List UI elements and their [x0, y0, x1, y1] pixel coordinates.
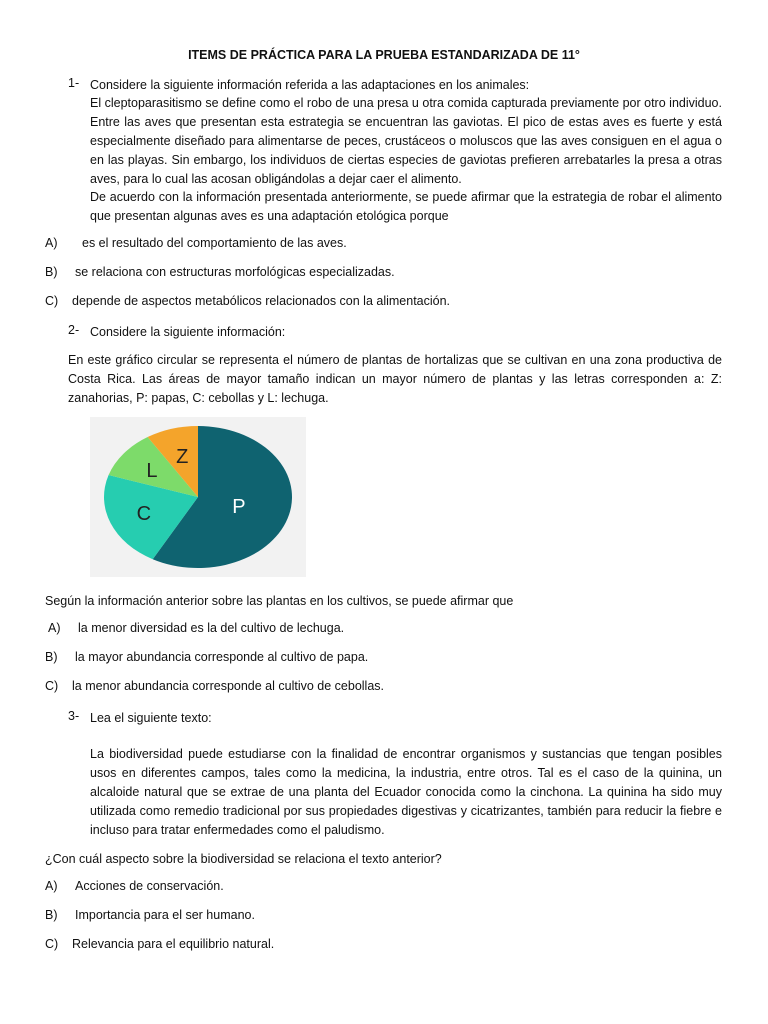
question-1-number: 1- — [68, 76, 80, 90]
question-3-body: La biodiversidad puede estudiarse con la finalidad de encontrar organismos y sustancias que tengan posibles usos en diferentes campos, tales como la medicina, la industria, entre otros. Tal es el caso de la quinina, un alcaloide natural que se extrae de una planta del Ecuador conocida como la cinchona. La quinina ha sido muy utilizada como remedio tradicional por sus propiedades digestivas y cicatrizantes, también para reducir la fiebre e incluso para tratar enfermedades como el paludismo. — [90, 747, 722, 837]
question-2-number: 2- — [68, 323, 80, 337]
pie-chart — [90, 417, 306, 577]
q1-option-c-letter: C) — [45, 294, 59, 308]
q1-option-b-text: se relaciona con estructuras morfológicas especializadas. — [75, 265, 395, 279]
q3-option-b-text: Importancia para el ser humano. — [75, 908, 255, 922]
pie-label-p: P — [232, 495, 246, 518]
q2-option-c-text: la menor abundancia corresponde al cultivo de cebollas. — [72, 679, 384, 693]
question-3-question: ¿Con cuál aspecto sobre la biodiversidad se relaciona el texto anterior? — [45, 852, 442, 866]
question-1-intro: Considere la siguiente información referida a las adaptaciones en los animales: — [90, 78, 530, 92]
q3-option-a-letter: A) — [45, 879, 58, 893]
q1-option-c-text: depende de aspectos metabólicos relacionados con la alimentación. — [72, 294, 451, 308]
question-3-number: 3- — [68, 709, 80, 723]
q3-option-c-letter: C) — [45, 937, 59, 951]
document-title: ITEMS DE PRÁCTICA PARA LA PRUEBA ESTANDARIZADA DE 11° — [188, 48, 580, 62]
q3-option-a-text: Acciones de conservación. — [75, 879, 224, 893]
pie-label-c: C — [136, 503, 152, 526]
question-2-intro: Considere la siguiente información: — [90, 325, 286, 339]
q1-option-b-letter: B) — [45, 265, 58, 279]
pie-label-z: Z — [176, 446, 189, 469]
q1-option-a-letter: A) — [45, 236, 58, 250]
q3-option-c-text: Relevancia para el equilibrio natural. — [72, 937, 275, 951]
q2-option-a-letter: A) — [48, 621, 61, 635]
q2-option-b-text: la mayor abundancia corresponde al cultivo de papa. — [75, 650, 369, 664]
question-3-intro: Lea el siguiente texto: — [90, 711, 212, 725]
q1-option-a-text: es el resultado del comportamiento de las aves. — [82, 236, 347, 250]
question-1-question: De acuerdo con la información presentada anteriormente, se puede afirmar que la estrategia de robar el alimento que presentan algunas aves es una adaptación etológica porque — [90, 190, 722, 223]
question-2-body: En este gráfico circular se representa el número de plantas de hortalizas que se cultivan en una zona productiva de Costa Rica. Las áreas de mayor tamaño indican un mayor número de plantas y las letras corresponden a: Z: zanahorias, P: papas, C: cebollas y L: lechuga. — [68, 353, 722, 405]
question-1-body: El cleptoparasitismo se define como el robo de una presa u otra comida capturada previamente por otro individuo. Entre las aves que presentan esta estrategia se encuentran las gaviotas. El pico de estas aves es fuerte y está especialmente diseñado para alimentarse de peces, crustáceos o moluscos que las aves consiguen en el agua o en las playas. Sin embargo, los individuos de ciertas especies de gaviotas prefieren arrebatarles la presa a otras aves, para lo cual las acosan obligándolas a dejar caer el alimento. — [90, 96, 722, 186]
question-2-question: Según la información anterior sobre las plantas en los cultivos, se puede afirmar que — [45, 594, 514, 608]
q2-option-a-text: la menor diversidad es la del cultivo de lechuga. — [78, 621, 345, 635]
q3-option-b-letter: B) — [45, 908, 58, 922]
q2-option-c-letter: C) — [45, 679, 59, 693]
pie-label-l: L — [146, 460, 158, 483]
q2-option-b-letter: B) — [45, 650, 58, 664]
